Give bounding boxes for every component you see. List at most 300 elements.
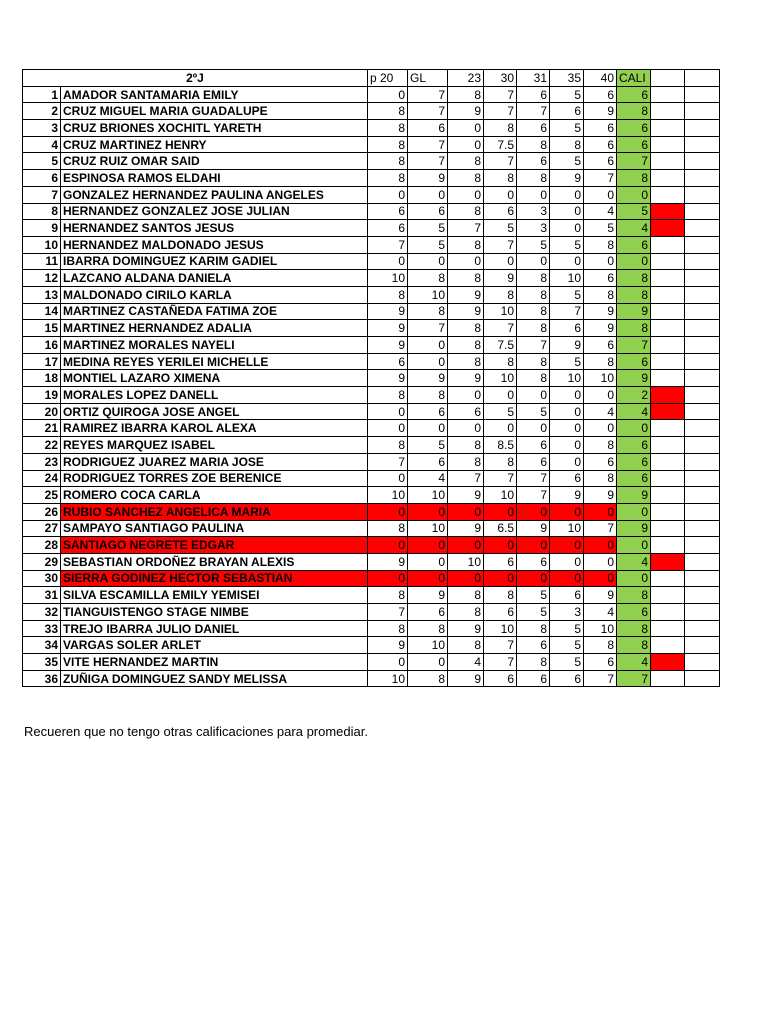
score-cell: 6 <box>517 637 550 654</box>
student-name: TREJO IBARRA JULIO DANIEL <box>61 620 368 637</box>
score-cell: 10 <box>408 286 448 303</box>
score-cell: 0 <box>448 120 484 137</box>
student-name: MALDONADO CIRILO KARLA <box>61 286 368 303</box>
score-cell: 6 <box>368 353 408 370</box>
empty-cell <box>685 420 720 437</box>
student-name: SIERRA GODINEZ HECTOR SEBASTIAN <box>61 570 368 587</box>
row-number: 1 <box>23 86 61 103</box>
score-cell: 9 <box>584 487 617 504</box>
score-cell: 9 <box>448 370 484 387</box>
score-cell: 8 <box>550 136 584 153</box>
score-cell: 0 <box>550 253 584 270</box>
score-cell: 7 <box>368 604 408 621</box>
score-cell: 6 <box>448 403 484 420</box>
score-cell: 9 <box>368 553 408 570</box>
empty-cell <box>685 86 720 103</box>
student-name: REYES MARQUEZ ISABEL <box>61 437 368 454</box>
score-cell: 8 <box>517 286 550 303</box>
score-cell: 0 <box>408 553 448 570</box>
header-cell: 23 <box>448 70 484 87</box>
table-row <box>23 86 720 103</box>
empty-cell <box>685 487 720 504</box>
grades-table <box>22 69 720 687</box>
student-name: VARGAS SOLER ARLET <box>61 637 368 654</box>
score-cell: 0 <box>484 186 517 203</box>
empty-cell <box>685 286 720 303</box>
empty-cell <box>651 470 685 487</box>
score-cell: 8 <box>368 620 408 637</box>
empty-cell <box>685 604 720 621</box>
score-cell: 6 <box>484 670 517 687</box>
table-row <box>23 537 720 554</box>
score-cell: 6 <box>408 203 448 220</box>
score-cell: 7 <box>408 153 448 170</box>
score-cell: 0 <box>408 353 448 370</box>
row-number: 24 <box>23 470 61 487</box>
score-cell: 7 <box>484 320 517 337</box>
score-cell: 8 <box>517 654 550 671</box>
empty-cell <box>651 270 685 287</box>
score-cell: 0 <box>484 537 517 554</box>
empty-cell <box>685 203 720 220</box>
cali-cell: 0 <box>617 420 651 437</box>
empty-cell <box>651 236 685 253</box>
score-cell: 8 <box>368 153 408 170</box>
score-cell: 0 <box>550 503 584 520</box>
cali-cell: 6 <box>617 353 651 370</box>
score-cell: 0 <box>448 503 484 520</box>
score-cell: 8 <box>368 136 408 153</box>
score-cell: 5 <box>550 637 584 654</box>
score-cell: 7 <box>408 136 448 153</box>
score-cell: 6 <box>550 320 584 337</box>
score-cell: 9 <box>584 587 617 604</box>
row-number: 27 <box>23 520 61 537</box>
score-cell: 0 <box>368 570 408 587</box>
empty-cell <box>651 120 685 137</box>
table-row <box>23 153 720 170</box>
score-cell: 8 <box>448 337 484 354</box>
empty-cell <box>651 286 685 303</box>
student-name: RODRIGUEZ TORRES ZOE BERENICE <box>61 470 368 487</box>
score-cell: 0 <box>517 570 550 587</box>
score-cell: 0 <box>584 503 617 520</box>
empty-cell <box>651 170 685 187</box>
score-cell: 6 <box>368 220 408 237</box>
row-number: 16 <box>23 337 61 354</box>
table-row <box>23 320 720 337</box>
empty-cell <box>685 103 720 120</box>
row-number: 28 <box>23 537 61 554</box>
score-cell: 7 <box>368 236 408 253</box>
score-cell: 6 <box>408 604 448 621</box>
score-cell: 7 <box>484 236 517 253</box>
score-cell: 8 <box>368 587 408 604</box>
score-cell: 8 <box>484 587 517 604</box>
score-cell: 8 <box>368 437 408 454</box>
row-number: 32 <box>23 604 61 621</box>
score-cell: 9 <box>584 303 617 320</box>
score-cell: 10 <box>408 487 448 504</box>
score-cell: 7 <box>584 520 617 537</box>
score-cell: 5 <box>517 587 550 604</box>
empty-cell <box>685 537 720 554</box>
empty-cell <box>685 503 720 520</box>
score-cell: 9 <box>408 370 448 387</box>
row-number: 3 <box>23 120 61 137</box>
cali-cell: 8 <box>617 103 651 120</box>
student-name: ORTIZ QUIROGA JOSE ANGEL <box>61 403 368 420</box>
empty-cell <box>651 587 685 604</box>
score-cell: 6 <box>484 553 517 570</box>
score-cell: 7 <box>484 470 517 487</box>
student-name: CRUZ RUIZ OMAR SAID <box>61 153 368 170</box>
score-cell: 6 <box>550 587 584 604</box>
table-row <box>23 570 720 587</box>
student-name: SEBASTIAN ORDOÑEZ BRAYAN ALEXIS <box>61 553 368 570</box>
score-cell: 8 <box>448 270 484 287</box>
score-cell: 0 <box>448 387 484 404</box>
cali-cell: 4 <box>617 654 651 671</box>
student-name: VITE HERNANDEZ MARTIN <box>61 654 368 671</box>
table-row <box>23 503 720 520</box>
header-cell: GL <box>408 70 448 87</box>
cali-cell: 4 <box>617 553 651 570</box>
score-cell: 4 <box>448 654 484 671</box>
cali-cell: 7 <box>617 670 651 687</box>
score-cell: 10 <box>448 553 484 570</box>
table-row <box>23 286 720 303</box>
student-name: CRUZ BRIONES XOCHITL YARETH <box>61 120 368 137</box>
flag-cell <box>651 553 685 570</box>
cali-cell: 5 <box>617 203 651 220</box>
header-cell: 30 <box>484 70 517 87</box>
score-cell: 10 <box>550 370 584 387</box>
score-cell: 0 <box>550 553 584 570</box>
row-number: 31 <box>23 587 61 604</box>
score-cell: 9 <box>550 337 584 354</box>
row-number: 20 <box>23 403 61 420</box>
row-number: 14 <box>23 303 61 320</box>
score-cell: 0 <box>368 654 408 671</box>
student-name: AMADOR SANTAMARIA EMILY <box>61 86 368 103</box>
row-number: 7 <box>23 186 61 203</box>
student-name: RAMIREZ IBARRA KAROL ALEXA <box>61 420 368 437</box>
score-cell: 4 <box>584 403 617 420</box>
score-cell: 7 <box>484 86 517 103</box>
row-number: 5 <box>23 153 61 170</box>
score-cell: 0 <box>517 387 550 404</box>
score-cell: 9 <box>517 520 550 537</box>
empty-cell <box>685 170 720 187</box>
cali-cell: 6 <box>617 86 651 103</box>
flag-cell <box>651 403 685 420</box>
student-name: MEDINA REYES YERILEI MICHELLE <box>61 353 368 370</box>
student-name: GONZALEZ HERNANDEZ PAULINA ANGELES <box>61 186 368 203</box>
score-cell: 8 <box>584 637 617 654</box>
score-cell: 5 <box>408 220 448 237</box>
score-cell: 8 <box>517 370 550 387</box>
row-number: 19 <box>23 387 61 404</box>
empty-cell <box>651 337 685 354</box>
score-cell: 6 <box>550 470 584 487</box>
cali-cell: 6 <box>617 470 651 487</box>
score-cell: 6 <box>517 86 550 103</box>
score-cell: 0 <box>368 503 408 520</box>
score-cell: 0 <box>550 437 584 454</box>
score-cell: 9 <box>368 303 408 320</box>
score-cell: 10 <box>484 487 517 504</box>
score-cell: 8 <box>408 387 448 404</box>
student-name: CRUZ MIGUEL MARIA GUADALUPE <box>61 103 368 120</box>
score-cell: 10 <box>584 620 617 637</box>
row-number: 18 <box>23 370 61 387</box>
student-name: HERNANDEZ MALDONADO JESUS <box>61 236 368 253</box>
score-cell: 6 <box>584 337 617 354</box>
score-cell: 7 <box>408 103 448 120</box>
table-row <box>23 453 720 470</box>
row-number: 2 <box>23 103 61 120</box>
score-cell: 6 <box>408 120 448 137</box>
score-cell: 0 <box>550 203 584 220</box>
empty-cell <box>685 353 720 370</box>
score-cell: 4 <box>408 470 448 487</box>
cali-cell: 6 <box>617 437 651 454</box>
score-cell: 9 <box>448 620 484 637</box>
empty-cell <box>685 136 720 153</box>
group-label: 2ºJ <box>23 70 368 87</box>
score-cell: 8 <box>484 120 517 137</box>
empty-cell <box>651 186 685 203</box>
score-cell: 8 <box>584 286 617 303</box>
row-number: 4 <box>23 136 61 153</box>
score-cell: 8 <box>484 353 517 370</box>
table-row <box>23 220 720 237</box>
score-cell: 4 <box>584 604 617 621</box>
table-row <box>23 253 720 270</box>
score-cell: 8 <box>368 387 408 404</box>
row-number: 30 <box>23 570 61 587</box>
score-cell: 9 <box>550 170 584 187</box>
cali-cell: 7 <box>617 337 651 354</box>
score-cell: 9 <box>368 370 408 387</box>
empty-cell <box>651 103 685 120</box>
empty-cell <box>685 437 720 454</box>
empty-cell <box>651 136 685 153</box>
table-row <box>23 370 720 387</box>
cali-cell: 8 <box>617 620 651 637</box>
table-row <box>23 553 720 570</box>
row-number: 6 <box>23 170 61 187</box>
score-cell: 5 <box>517 403 550 420</box>
header-cell: 35 <box>550 70 584 87</box>
row-number: 9 <box>23 220 61 237</box>
flag-cell <box>651 220 685 237</box>
table-row <box>23 487 720 504</box>
score-cell: 6 <box>517 153 550 170</box>
score-cell: 0 <box>368 420 408 437</box>
score-cell: 10 <box>484 303 517 320</box>
score-cell: 7 <box>484 153 517 170</box>
empty-cell <box>651 620 685 637</box>
score-cell: 6 <box>517 120 550 137</box>
cali-cell: 6 <box>617 604 651 621</box>
student-name: MARTINEZ MORALES NAYELI <box>61 337 368 354</box>
score-cell: 0 <box>550 186 584 203</box>
table-row <box>23 403 720 420</box>
cali-cell: 8 <box>617 637 651 654</box>
empty-cell <box>685 387 720 404</box>
score-cell: 8 <box>448 203 484 220</box>
score-cell: 8 <box>368 170 408 187</box>
row-number: 11 <box>23 253 61 270</box>
score-cell: 0 <box>448 570 484 587</box>
score-cell: 7 <box>484 654 517 671</box>
score-cell: 0 <box>550 420 584 437</box>
cali-cell: 9 <box>617 370 651 387</box>
score-cell: 0 <box>368 86 408 103</box>
empty-cell <box>651 637 685 654</box>
score-cell: 0 <box>408 570 448 587</box>
score-cell: 0 <box>448 420 484 437</box>
score-cell: 9 <box>448 670 484 687</box>
empty-cell <box>651 70 685 87</box>
table-row <box>23 203 720 220</box>
score-cell: 0 <box>550 403 584 420</box>
score-cell: 0 <box>408 537 448 554</box>
score-cell: 6 <box>484 604 517 621</box>
score-cell: 0 <box>484 253 517 270</box>
table-row <box>23 353 720 370</box>
score-cell: 8 <box>517 320 550 337</box>
score-cell: 0 <box>368 470 408 487</box>
score-cell: 9 <box>484 270 517 287</box>
score-cell: 5 <box>484 403 517 420</box>
score-cell: 5 <box>408 236 448 253</box>
cali-cell: 8 <box>617 286 651 303</box>
score-cell: 7 <box>484 103 517 120</box>
score-cell: 10 <box>408 520 448 537</box>
empty-cell <box>685 320 720 337</box>
score-cell: 0 <box>550 537 584 554</box>
score-cell: 0 <box>584 387 617 404</box>
cali-cell: 0 <box>617 503 651 520</box>
score-cell: 8 <box>408 620 448 637</box>
empty-cell <box>685 370 720 387</box>
student-name: RUBIO SANCHEZ ANGELICA MARIA <box>61 503 368 520</box>
score-cell: 9 <box>550 487 584 504</box>
score-cell: 5 <box>550 353 584 370</box>
score-cell: 3 <box>517 220 550 237</box>
empty-cell <box>685 470 720 487</box>
score-cell: 10 <box>408 637 448 654</box>
score-cell: 6.5 <box>484 520 517 537</box>
score-cell: 8 <box>368 286 408 303</box>
empty-cell <box>685 570 720 587</box>
row-number: 12 <box>23 270 61 287</box>
score-cell: 0 <box>550 570 584 587</box>
score-cell: 4 <box>584 203 617 220</box>
empty-cell <box>685 520 720 537</box>
student-name: HERNANDEZ GONZALEZ JOSE JULIAN <box>61 203 368 220</box>
score-cell: 7 <box>517 470 550 487</box>
score-cell: 8 <box>584 236 617 253</box>
score-cell: 8.5 <box>484 437 517 454</box>
table-row <box>23 186 720 203</box>
cali-cell: 4 <box>617 220 651 237</box>
score-cell: 7 <box>517 103 550 120</box>
score-cell: 0 <box>408 253 448 270</box>
score-cell: 7 <box>584 170 617 187</box>
row-number: 34 <box>23 637 61 654</box>
score-cell: 7 <box>517 337 550 354</box>
score-cell: 6 <box>517 437 550 454</box>
empty-cell <box>651 86 685 103</box>
score-cell: 5 <box>550 236 584 253</box>
score-cell: 0 <box>448 186 484 203</box>
score-cell: 5 <box>484 220 517 237</box>
score-cell: 8 <box>408 270 448 287</box>
score-cell: 0 <box>584 553 617 570</box>
table-row <box>23 520 720 537</box>
score-cell: 10 <box>484 370 517 387</box>
cali-cell: 8 <box>617 170 651 187</box>
score-cell: 10 <box>368 487 408 504</box>
score-cell: 8 <box>517 270 550 287</box>
table-row <box>23 337 720 354</box>
empty-cell <box>685 303 720 320</box>
score-cell: 8 <box>408 303 448 320</box>
score-cell: 8 <box>448 153 484 170</box>
score-cell: 9 <box>584 320 617 337</box>
score-cell: 8 <box>517 170 550 187</box>
empty-cell <box>685 337 720 354</box>
score-cell: 7 <box>517 487 550 504</box>
empty-cell <box>651 370 685 387</box>
table-row <box>23 387 720 404</box>
score-cell: 10 <box>368 670 408 687</box>
score-cell: 9 <box>448 520 484 537</box>
score-cell: 8 <box>448 236 484 253</box>
score-cell: 6 <box>408 453 448 470</box>
score-cell: 6 <box>584 153 617 170</box>
score-cell: 8 <box>448 637 484 654</box>
score-cell: 0 <box>448 253 484 270</box>
student-name: SAMPAYO SANTIAGO PAULINA <box>61 520 368 537</box>
score-cell: 0 <box>484 387 517 404</box>
score-cell: 6 <box>368 203 408 220</box>
header-cell: 31 <box>517 70 550 87</box>
score-cell: 8 <box>484 170 517 187</box>
cali-cell: 9 <box>617 487 651 504</box>
score-cell: 0 <box>584 570 617 587</box>
empty-cell <box>685 637 720 654</box>
score-cell: 0 <box>448 136 484 153</box>
score-cell: 0 <box>550 453 584 470</box>
empty-cell <box>685 186 720 203</box>
student-name: HERNANDEZ SANTOS JESUS <box>61 220 368 237</box>
footer-note: Recueren que no tengo otras calificaciones para promediar. <box>24 724 368 739</box>
score-cell: 8 <box>584 353 617 370</box>
score-cell: 9 <box>368 320 408 337</box>
score-cell: 8 <box>448 86 484 103</box>
empty-cell <box>685 670 720 687</box>
student-name: CRUZ MARTINEZ HENRY <box>61 136 368 153</box>
score-cell: 7 <box>448 470 484 487</box>
table-row <box>23 270 720 287</box>
score-cell: 0 <box>584 253 617 270</box>
student-name: MORALES LOPEZ DANELL <box>61 387 368 404</box>
